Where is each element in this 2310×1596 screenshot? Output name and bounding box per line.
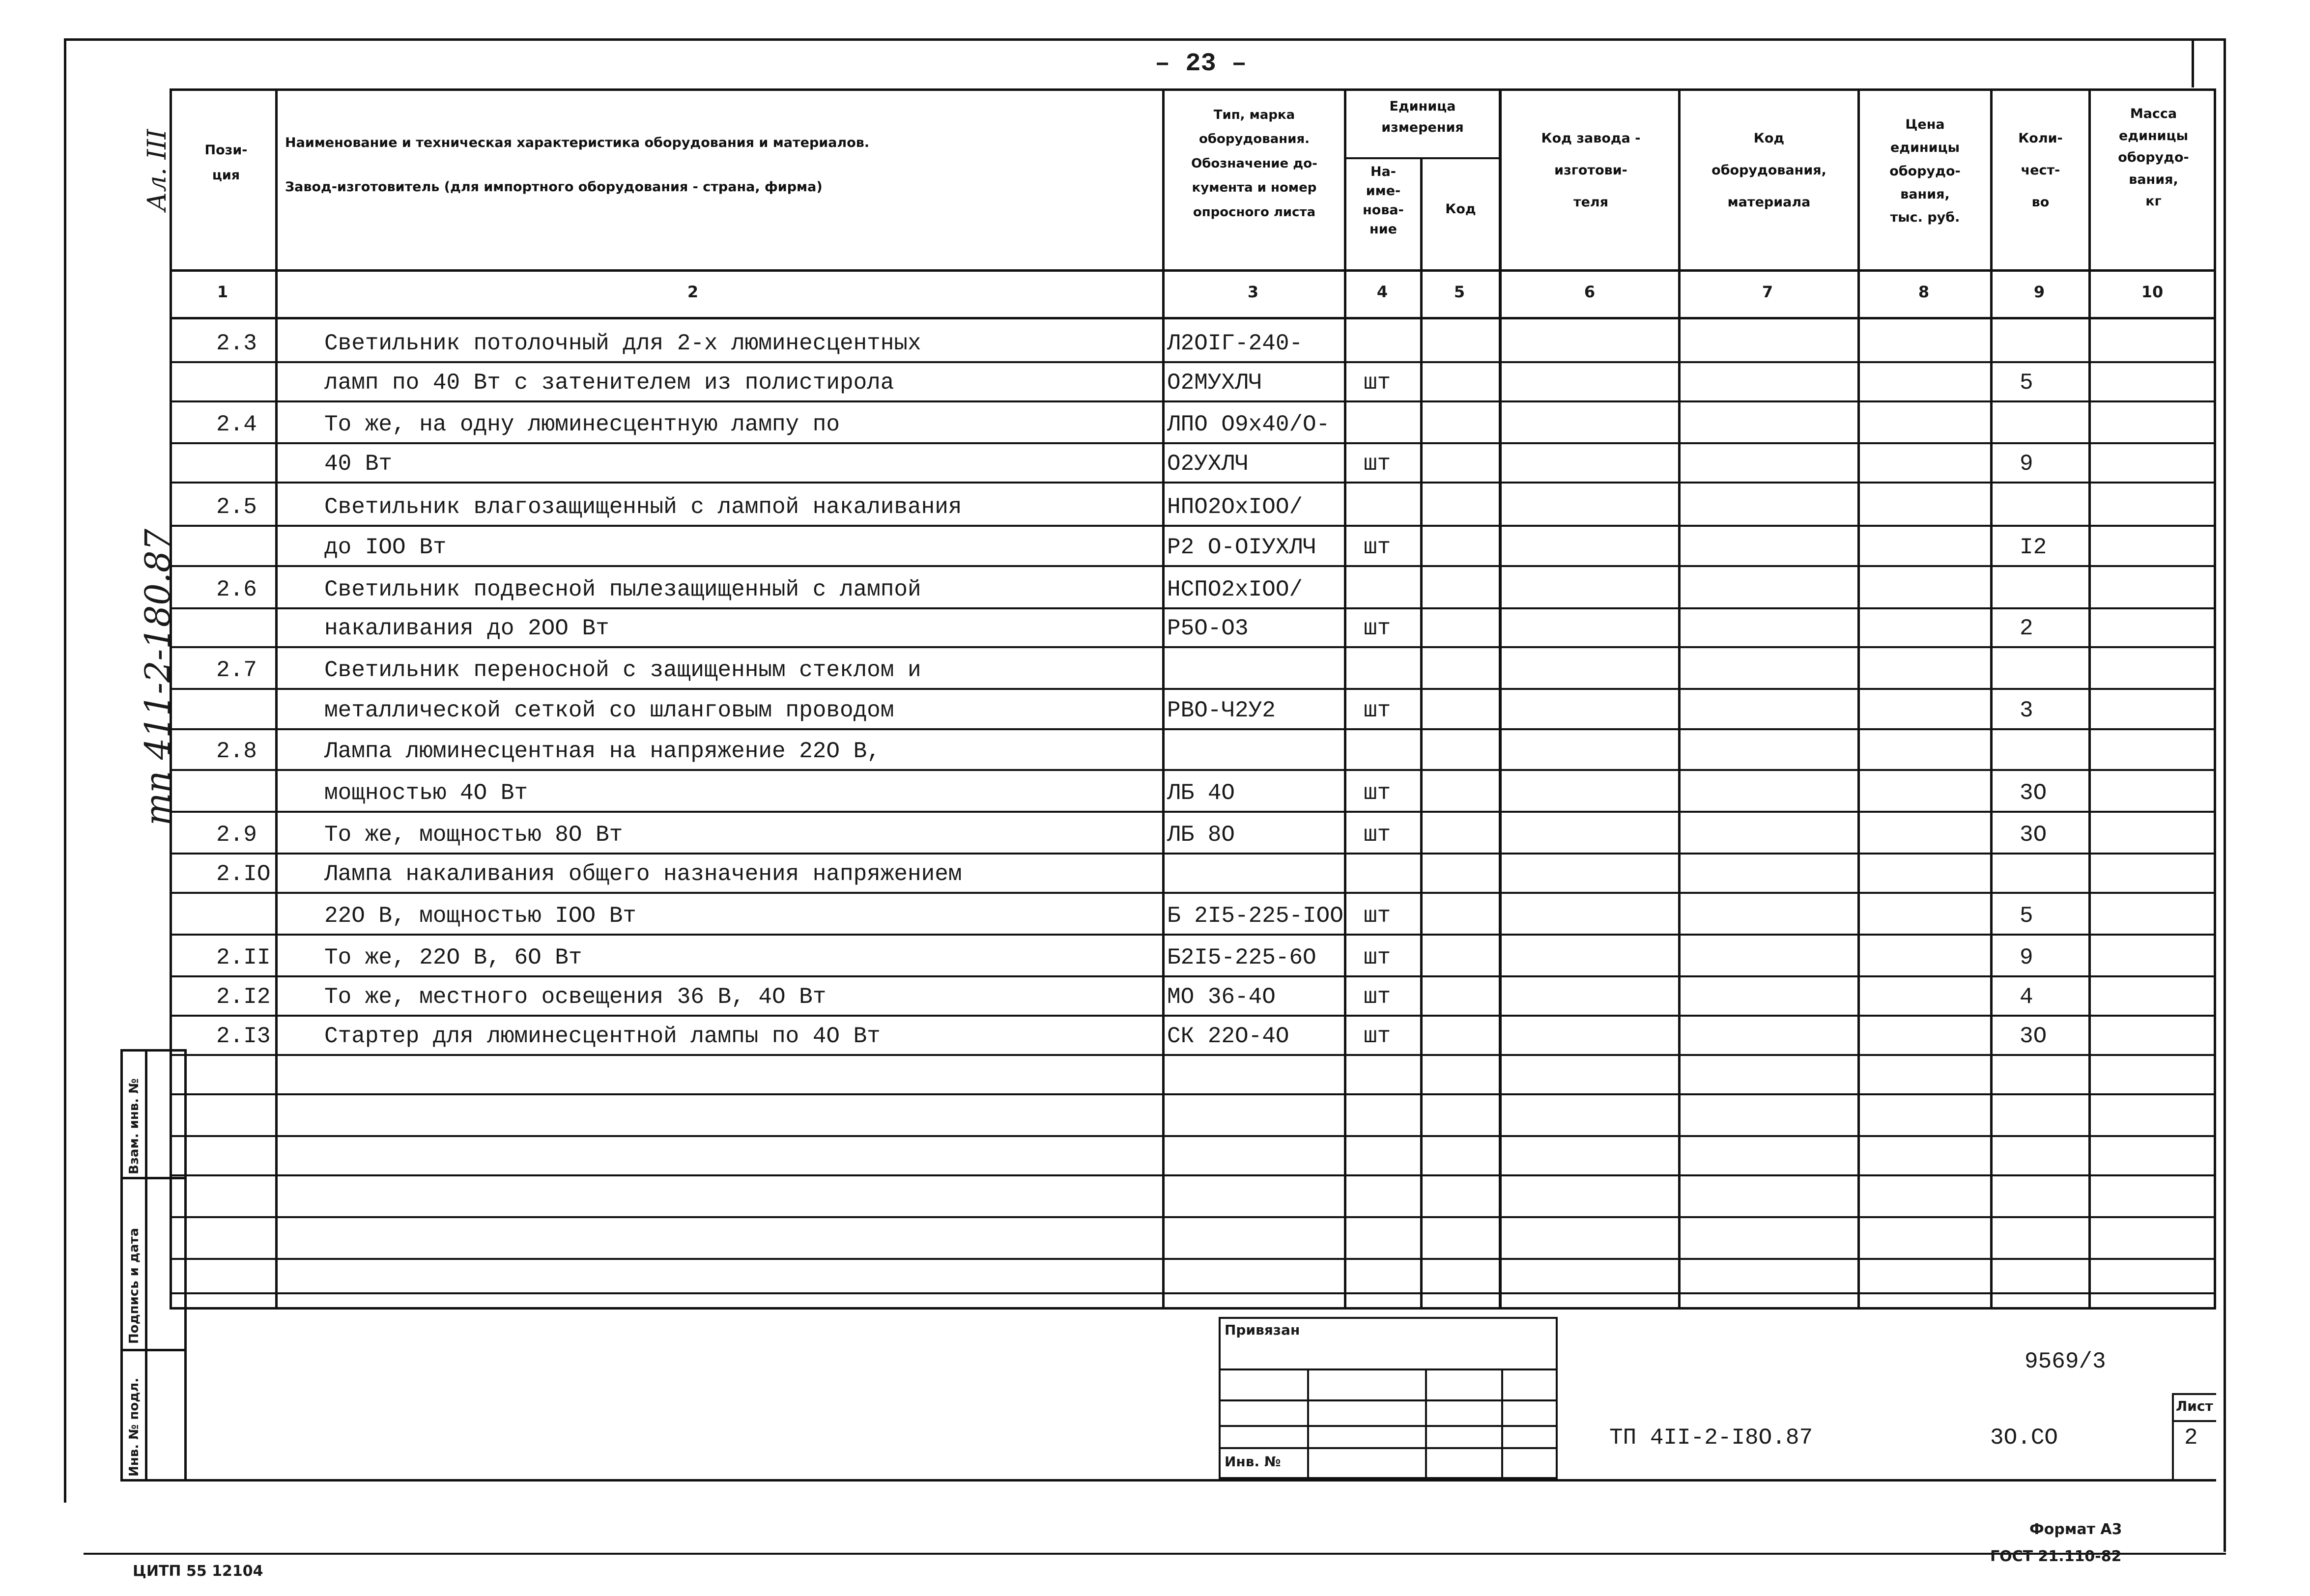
- colnum-6: 6: [1584, 283, 1596, 301]
- row-quantity: 3: [2020, 698, 2033, 723]
- row-rule: [170, 728, 2216, 730]
- frame-bottom: [84, 1553, 2226, 1555]
- footer-format: Формат А3: [2029, 1521, 2122, 1538]
- title-block-top: [184, 1307, 2216, 1310]
- col-line-7: [1857, 88, 1860, 1310]
- row-position: 2.8: [216, 739, 257, 764]
- row-unit: шт: [1364, 616, 1391, 641]
- row-position: 2.I3: [216, 1024, 271, 1049]
- row-rule: [170, 1015, 2216, 1017]
- col-line-2: [1162, 88, 1165, 1310]
- stamp-doc: ТП 4II-2-I8О.87: [1609, 1425, 1813, 1451]
- row-name: Лампа накаливания общего назначения напряжением: [324, 861, 962, 887]
- stamp-line-2: [1219, 1399, 1558, 1401]
- row-unit: шт: [1364, 945, 1391, 970]
- row-quantity: 3О: [2020, 822, 2047, 848]
- row-unit: шт: [1364, 535, 1391, 560]
- row-unit: шт: [1364, 903, 1391, 929]
- side-strip-div-2: [120, 1349, 187, 1351]
- side-strip-left: [120, 1049, 123, 1482]
- sheet-box-mid: [2172, 1420, 2216, 1422]
- stamp-vline-1: [1307, 1368, 1309, 1479]
- side-strip-mid: [145, 1049, 147, 1482]
- row-quantity: 9: [2020, 451, 2033, 477]
- header-name-l1: Наименование и техническая характеристика оборудования и материалов.: [285, 135, 870, 150]
- row-type: Р2 О-ОIУХЛЧ: [1167, 535, 1316, 560]
- row-rule: [170, 1216, 2216, 1218]
- col-line-3: [1344, 88, 1346, 1310]
- row-position: 2.3: [216, 331, 257, 356]
- row-name: Стартер для люминесцентной лампы по 4О Вт: [324, 1024, 881, 1049]
- sheet-number: 2: [2184, 1425, 2198, 1451]
- footer-gost: ГОСТ 21.110-82: [1990, 1548, 2122, 1565]
- colnum-2: 2: [687, 283, 699, 301]
- row-type: Б2I5-225-6О: [1167, 945, 1316, 970]
- header-plant-code: Код завода - изготови- теля: [1541, 131, 1641, 210]
- colnum-8: 8: [1918, 283, 1930, 301]
- stamp-vline-3: [1501, 1368, 1503, 1479]
- row-rule: [170, 607, 2216, 609]
- row-type: О2МУХЛЧ: [1167, 370, 1262, 396]
- doc-code-vertical: тп 411-2-180.87: [138, 528, 178, 826]
- row-rule: [170, 482, 2216, 484]
- album-label: Ал. III: [143, 129, 172, 211]
- row-type: НСПО2хIОО/: [1167, 577, 1303, 602]
- title-block-bottom: [184, 1479, 2216, 1482]
- sheet-box-top: [2172, 1393, 2216, 1395]
- row-type: НПО2ОхIОО/: [1167, 494, 1303, 520]
- side-sign-date: Подпись и дата: [127, 1227, 142, 1344]
- side-inv-sub: Инв. № подл.: [127, 1377, 142, 1477]
- row-quantity: 3О: [2020, 780, 2047, 806]
- row-unit: шт: [1364, 780, 1391, 806]
- row-position: 2.II: [216, 945, 271, 970]
- col-line-9: [2088, 88, 2091, 1310]
- colnum-5: 5: [1454, 283, 1465, 301]
- row-rule: [170, 975, 2216, 977]
- stamp-inv-label: Инв. №: [1225, 1454, 1281, 1470]
- row-name: Светильник влагозащищенный с лампой накаливания: [324, 494, 962, 520]
- row-rule: [170, 934, 2216, 936]
- colnum-4: 4: [1376, 283, 1388, 301]
- header-mass: Масса единицы оборудо- вания, кг: [2118, 106, 2189, 209]
- row-unit: шт: [1364, 451, 1391, 477]
- frame-top: [64, 38, 2226, 41]
- side-vzam: Взам. инв. №: [127, 1078, 142, 1174]
- row-rule: [170, 1135, 2216, 1137]
- row-position: 2.5: [216, 494, 257, 520]
- row-type: Л2ОIГ-240-: [1167, 331, 1303, 356]
- row-rule: [170, 769, 2216, 771]
- row-unit: шт: [1364, 370, 1391, 396]
- row-rule: [170, 1093, 2216, 1095]
- row-quantity: 5: [2020, 370, 2033, 396]
- stamp-section: 3О.СО: [1990, 1425, 2058, 1451]
- row-rule: [170, 1174, 2216, 1176]
- header-unit-code: Код: [1445, 201, 1476, 217]
- row-rule: [170, 853, 2216, 855]
- row-type: СК 22О-4О: [1167, 1024, 1289, 1049]
- col-line-5: [1499, 88, 1502, 1310]
- row-name: То же, на одну люминесцентную лампу по: [324, 412, 840, 437]
- colnum-10: 10: [2141, 283, 2164, 301]
- row-rule: [170, 400, 2216, 402]
- row-rule: [170, 811, 2216, 813]
- row-quantity: 5: [2020, 903, 2033, 929]
- colnum-3: 3: [1247, 283, 1259, 301]
- row-rule: [170, 565, 2216, 567]
- row-quantity: 2: [2020, 616, 2033, 641]
- col-line-8: [1990, 88, 1993, 1310]
- row-name: накаливания до 2ОО Вт: [324, 616, 609, 641]
- header-type: Тип, марка оборудования. Обозначение до- кумента и номер опросного листа: [1191, 108, 1317, 220]
- footer-left: ЦИТП 55 12104: [133, 1563, 263, 1580]
- header-bottom-line: [170, 269, 2216, 272]
- sheet-box-left: [2172, 1393, 2174, 1482]
- row-position: 2.7: [216, 657, 257, 683]
- side-strip-top: [120, 1049, 187, 1052]
- row-name: 40 Вт: [324, 451, 393, 477]
- row-name: до IОО Вт: [324, 535, 447, 560]
- row-name: металлической сеткой со шланговым проводом: [324, 698, 894, 723]
- row-rule: [170, 1258, 2216, 1260]
- frame-notch: [2192, 38, 2194, 87]
- page-number: – 23 –: [1155, 49, 1247, 78]
- row-rule: [170, 525, 2216, 527]
- colnum-9: 9: [2033, 283, 2045, 301]
- row-quantity: 3О: [2020, 1024, 2047, 1049]
- stamp-line-3: [1219, 1425, 1558, 1427]
- row-quantity: 4: [2020, 984, 2033, 1010]
- row-rule: [170, 1292, 2216, 1294]
- row-quantity: 9: [2020, 945, 2033, 970]
- row-position: 2.6: [216, 577, 257, 602]
- colnum-7: 7: [1762, 283, 1773, 301]
- row-position: 2.4: [216, 412, 257, 437]
- row-name: Светильник подвесной пылезащищенный с лампой: [324, 577, 921, 602]
- row-rule: [170, 892, 2216, 894]
- row-rule: [170, 361, 2216, 363]
- sheet-label: Лист: [2176, 1398, 2213, 1414]
- header-unit-name: На- име- нова- ние: [1363, 164, 1404, 237]
- row-position: 2.9: [216, 822, 257, 848]
- row-rule: [170, 442, 2216, 444]
- row-name: Лампа люминесцентная на напряжение 22О В,: [324, 739, 881, 764]
- header-price: Цена единицы оборудо- вания, тыс. руб.: [1889, 117, 1961, 225]
- header-position: Пози- ция: [204, 142, 248, 183]
- row-name: То же, местного освещения 36 В, 4О Вт: [324, 984, 827, 1010]
- side-strip-div-1: [120, 1177, 187, 1179]
- row-unit: шт: [1364, 822, 1391, 848]
- col-line-1: [275, 88, 278, 1310]
- colnum-bottom-line: [170, 317, 2216, 319]
- row-rule: [170, 1054, 2216, 1056]
- stamp-code: 9569/3: [2025, 1349, 2106, 1374]
- header-name-l2: Завод-изготовитель (для импортного оборудования - страна, фирма): [285, 179, 823, 195]
- row-type: РВО-Ч2У2: [1167, 698, 1276, 723]
- side-strip-bottom: [120, 1479, 187, 1482]
- row-type: ЛБ 8О: [1167, 822, 1235, 848]
- row-type: МО 36-4О: [1167, 984, 1276, 1010]
- colnum-1: 1: [217, 283, 228, 301]
- row-quantity: I2: [2020, 535, 2047, 560]
- header-qty: Коли- чест- во: [2018, 131, 2063, 210]
- frame-left: [64, 38, 66, 1503]
- frame-right: [2224, 38, 2226, 1552]
- row-name: ламп по 40 Вт с затенителем из полистирола: [324, 370, 894, 396]
- row-position: 2.I2: [216, 984, 271, 1010]
- row-type: ЛБ 4О: [1167, 780, 1235, 806]
- row-name: То же, 22О В, 6О Вт: [324, 945, 582, 970]
- row-unit: шт: [1364, 984, 1391, 1010]
- stamp-line-4: [1219, 1447, 1558, 1449]
- row-name: То же, мощностью 8О Вт: [324, 822, 623, 848]
- col-line-6: [1678, 88, 1681, 1310]
- header-unit: Единица измерения: [1381, 99, 1464, 136]
- row-unit: шт: [1364, 698, 1391, 723]
- stamp-privyazan-label: Привязан: [1225, 1322, 1300, 1338]
- stamp-vline-2: [1425, 1368, 1427, 1479]
- row-type: О2УХЛЧ: [1167, 451, 1249, 477]
- row-rule: [170, 688, 2216, 690]
- row-unit: шт: [1364, 1024, 1391, 1049]
- row-position: 2.IО: [216, 861, 271, 887]
- row-type: Б 2I5-225-IОО: [1167, 903, 1343, 929]
- row-name: 22О В, мощностью IОО Вт: [324, 903, 636, 929]
- stamp-line-1: [1219, 1368, 1558, 1370]
- row-type: Р5О-О3: [1167, 616, 1249, 641]
- row-rule: [170, 646, 2216, 648]
- header-equip-code: Код оборудования, материала: [1711, 131, 1826, 210]
- unit-split-line: [1344, 157, 1501, 159]
- row-name: Светильник потолочный для 2-х люминесцентных: [324, 331, 921, 356]
- row-name: мощностью 4О Вт: [324, 780, 528, 806]
- side-strip-right: [184, 1049, 187, 1482]
- row-name: Светильник переносной с защищенным стеклом и: [324, 657, 921, 683]
- row-type: ЛПО О9х40/О-: [1167, 412, 1330, 437]
